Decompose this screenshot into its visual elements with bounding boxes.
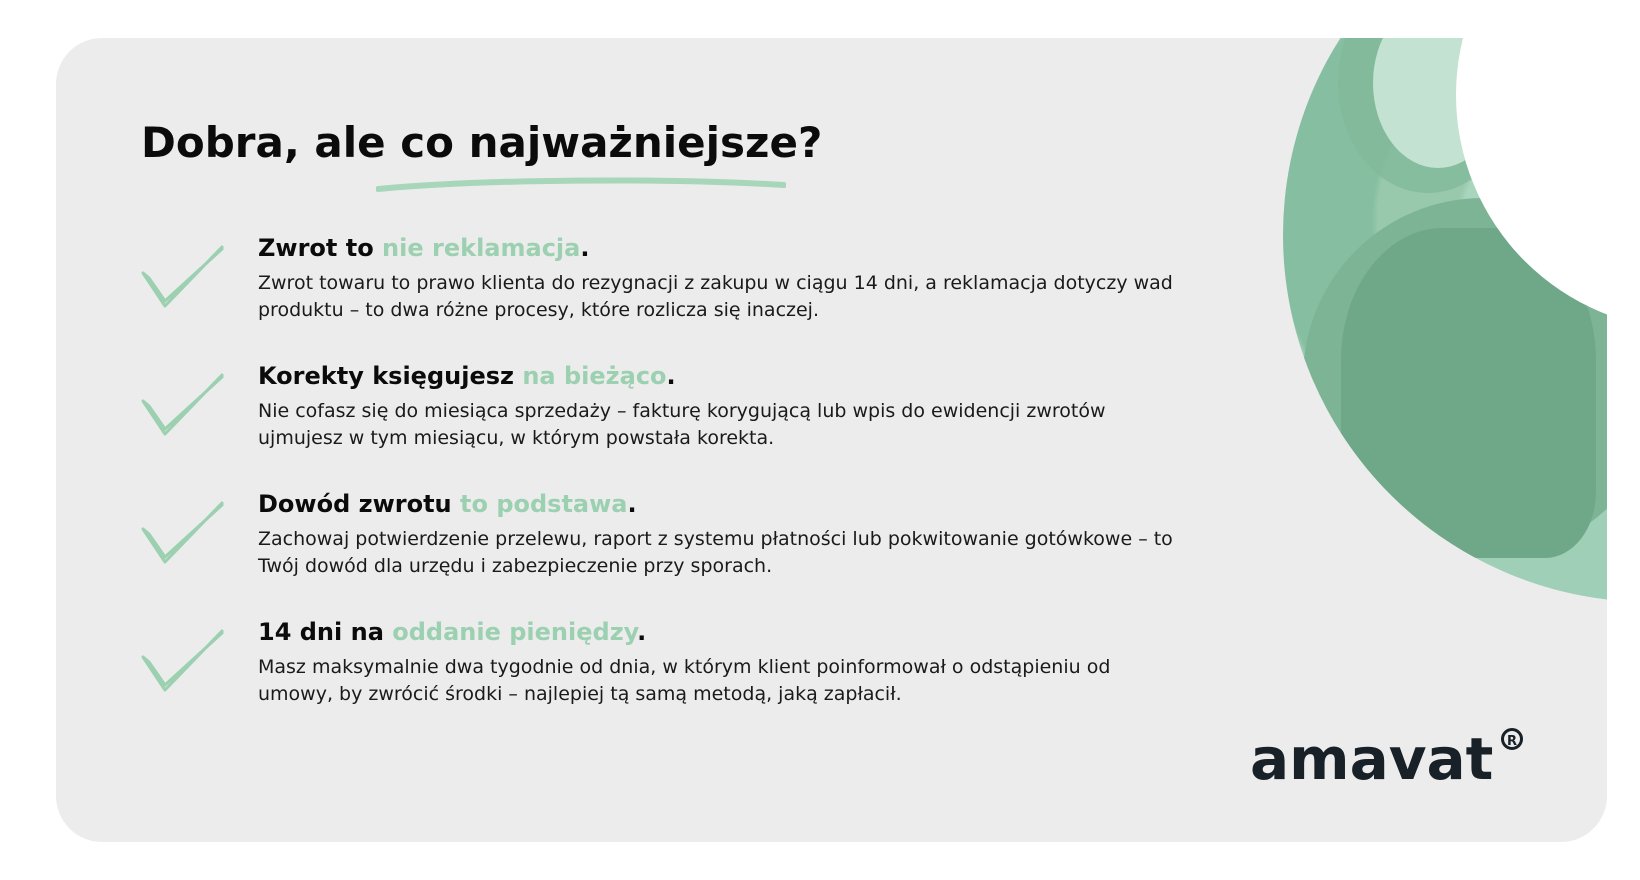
item-title-prefix-3: Dowód zwrotu	[258, 490, 452, 518]
item-title-accent-3: to podstawa	[460, 490, 628, 518]
item-title-suffix-1: .	[580, 234, 590, 262]
item-title-2	[258, 360, 676, 392]
item-text-1: Zwrot towaru to prawo klienta do rezygnacji z zakupu w ciągu 14 dni, a reklamacja dotyczy wad produktu – to dwa różne procesy, które rozlicza się inaczej.	[258, 272, 1173, 321]
item-text-2: Nie cofasz się do miesiąca sprzedaży – fakturę korygującą lub wpis do ewidencji zwrotów ujmujesz w tym miesiącu, w którym powstała korekta.	[258, 400, 1106, 449]
item-title-accent-4: oddanie pieniędzy	[392, 618, 638, 646]
check-icon	[140, 370, 226, 438]
logo-text: amavat	[1250, 725, 1494, 793]
item-title-prefix-2: Korekty księgujesz	[258, 362, 514, 390]
title-underline	[376, 177, 786, 193]
amavat-logo	[1250, 725, 1530, 798]
check-icon	[140, 626, 226, 694]
item-title-accent-2: na bieżąco	[522, 362, 667, 390]
item-text-4: Masz maksymalnie dwa tygodnie od dnia, w którym klient poinformował o odstąpieniu od umowy, by zwrócić środki – najlepiej tą samą metodą, jaką zapłacił.	[258, 656, 1111, 705]
item-title-suffix-3: .	[627, 490, 637, 518]
item-title-accent-1: nie reklamacja	[382, 234, 581, 262]
check-icon	[140, 498, 226, 566]
item-title-1	[258, 232, 589, 264]
item-title-3	[258, 488, 637, 520]
page-title: Dobra, ale co najważniejsze?	[141, 118, 823, 167]
item-title-suffix-4: .	[637, 618, 647, 646]
item-title-prefix-1: Zwrot to	[258, 234, 374, 262]
item-title-prefix-4: 14 dni na	[258, 618, 384, 646]
registered-mark: R	[1501, 728, 1523, 750]
check-icon	[140, 242, 226, 310]
item-title-suffix-2: .	[666, 362, 676, 390]
item-title-4	[258, 616, 646, 648]
item-text-3: Zachowaj potwierdzenie przelewu, raport z systemu płatności lub pokwitowanie gotówkowe – to Twój dowód dla urzędu i zabezpieczenie przy sporach.	[258, 528, 1173, 577]
